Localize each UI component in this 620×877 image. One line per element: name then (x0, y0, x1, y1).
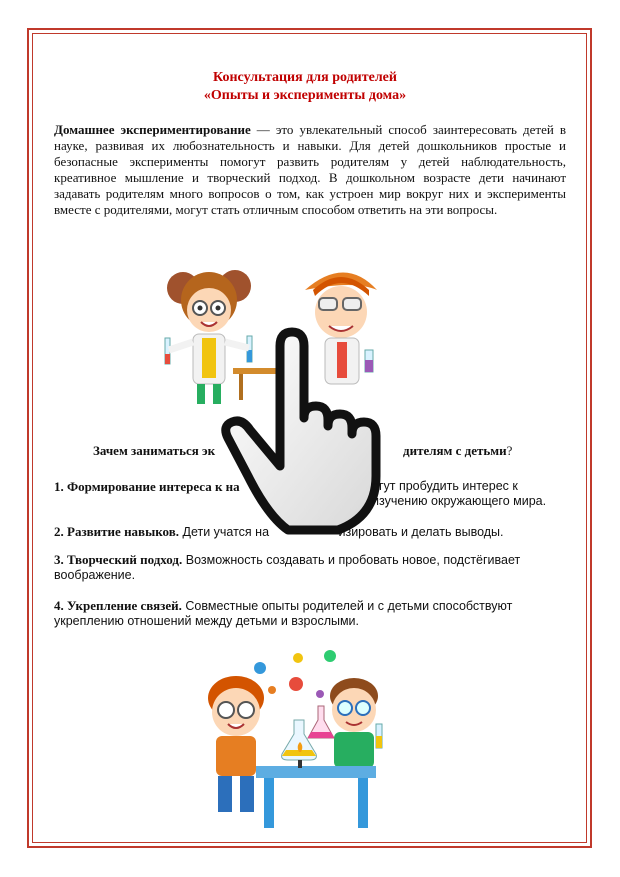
list-item-text: Возможность создавать и пробовать новое, подстёгивает воображение. (54, 553, 521, 582)
list-item-text: Дети учатся на изировать и делать выводы. (179, 525, 504, 539)
list-item-text: огут пробудить интерес к изучению окружающего мира. (372, 479, 547, 508)
list-item (54, 598, 574, 629)
list-item-title: 1. Формирование интереса к на (54, 479, 240, 494)
kids-experiment-table-illustration (200, 650, 400, 840)
page-title-line1: Консультация для родителей (213, 70, 397, 85)
list-item (54, 479, 574, 508)
list-item (54, 524, 574, 540)
list-item-title: 4. Укрепление связей. (54, 598, 182, 613)
list-item-title: 3. Творческий подход. (54, 552, 183, 567)
section-heading-start: Зачем заниматься эк (93, 443, 216, 458)
list-item (54, 552, 574, 583)
intro-bold-lead: Домашнее экспериментирование (54, 122, 251, 137)
list-item-text: Совместные опыты родителей и с детьми способствуют укреплению отношений между детьми и взрослыми. (54, 599, 513, 628)
page-title-line2: «Опыты и эксперименты дома» (203, 88, 407, 103)
intro-text: — это увлекательный способ заинтересовать детей в науке, развивая их любознательность и навыки. Для детей дошкольников простые и безопасные эксперименты помогут развить родителям у детей наблюдательность, креативное мышление и творческий подход. В дошкольном возрасте дети начинают задавать родителям много вопросов о том, как устроен мир вокруг них и эксперименты вместе с родителями, могут стать отличным способом ответить на эти вопросы. (54, 122, 566, 217)
section-heading (93, 443, 513, 459)
section-heading-end: дителям с детьми? (403, 443, 513, 458)
intro-paragraph (54, 122, 566, 218)
list-item-title: 2. Развитие навыков. (54, 524, 179, 539)
